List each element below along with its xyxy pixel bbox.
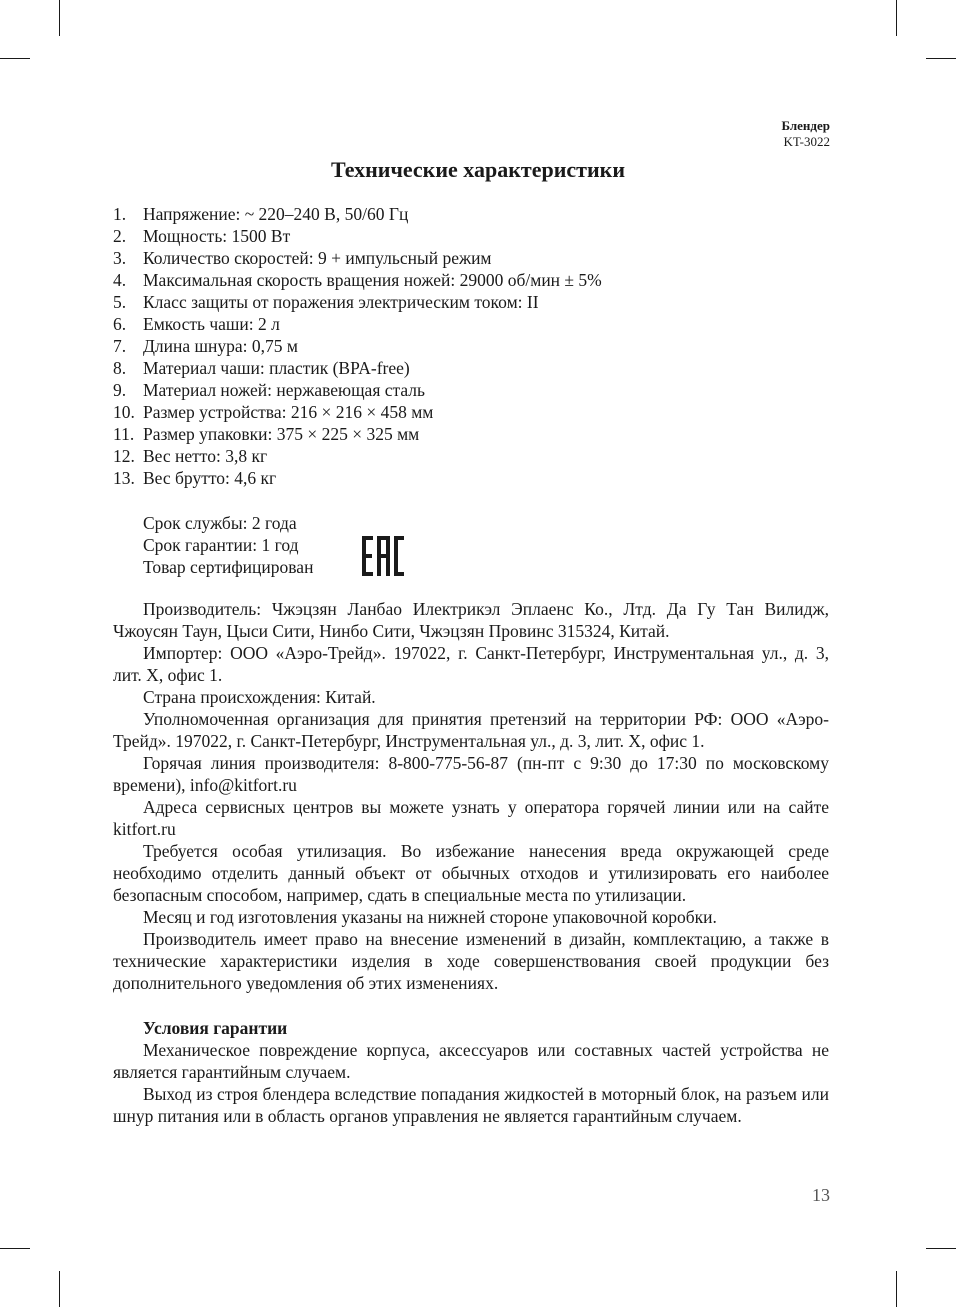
- spec-item: 10. Размер устройства: 216 × 216 × 458 мм: [113, 402, 434, 422]
- paragraph: Горячая линия производителя: 8-800-775-56-87 (пн-пт с 9:30 до 17:30 по московскому времени), info@kitfort.ru: [113, 753, 829, 795]
- warranty-term: Срок гарантии: 1 год: [143, 535, 299, 555]
- page-title: Технические характеристики: [330, 157, 626, 182]
- paragraph: Производитель: Чжэцзян Ланбао Илектрикэл Эплаенс Ко., Лтд. Да Гу Тан Вилидж, Чжоусян Таун, Цыси Сити, Нинбо Сити, Чжэцзян Провинс 315324, Китай.: [113, 599, 829, 641]
- header-model: KT-3022: [783, 134, 830, 149]
- spec-item: 9. Материал ножей: нержавеющая сталь: [113, 380, 426, 400]
- crop-mark-bottom-left-vertical: [59, 1271, 60, 1307]
- spec-item: 3. Количество скоростей: 9 + импульсный режим: [113, 248, 492, 268]
- crop-mark-bottom-right-horizontal: [926, 1248, 956, 1249]
- crop-mark-top-right-horizontal: [926, 58, 956, 59]
- crop-mark-bottom-right-vertical: [896, 1271, 897, 1307]
- spec-item: 13. Вес брутто: 4,6 кг: [113, 468, 277, 488]
- paragraph: Требуется особая утилизация. Во избежание нанесения вреда окружающей среде необходимо отделить данный объект от обычных отходов и утилизировать его наиболее безопасным способом, например, сдать в специальные места по утилизации.: [113, 841, 829, 905]
- crop-mark-top-left-horizontal: [0, 58, 30, 59]
- spec-item: 8. Материал чаши: пластик (BPA-free): [113, 358, 410, 378]
- spec-item: 1. Напряжение: ~ 220–240 В, 50/60 Гц: [113, 204, 409, 224]
- service-info: [143, 512, 313, 578]
- eac-logo-icon: [362, 536, 404, 581]
- spec-item: 11. Размер упаковки: 375 × 225 × 325 мм: [113, 424, 420, 444]
- paragraph: Страна происхождения: Китай.: [143, 687, 376, 707]
- spec-item: 7. Длина шнура: 0,75 м: [113, 336, 298, 356]
- spec-list: [113, 203, 833, 489]
- page-number: 13: [812, 1185, 830, 1205]
- paragraph: Месяц и год изготовления указаны на нижней стороне упаковочной коробки.: [143, 907, 717, 927]
- paragraph: Выход из строя блендера вследствие попадания жидкостей в моторный блок, на разъем или шнур питания или в область органов управления не является гарантийным случаем.: [113, 1084, 829, 1126]
- spec-item: 6. Емкость чаши: 2 л: [113, 314, 280, 334]
- certified-note: Товар сертифицирован: [143, 557, 314, 577]
- manufacturer-info: [113, 598, 829, 994]
- paragraph: Механическое повреждение корпуса, аксессуаров или составных частей устройства не является гарантийным случаем.: [113, 1040, 829, 1082]
- crop-mark-top-right-vertical: [896, 0, 897, 36]
- running-header: [781, 118, 830, 150]
- crop-mark-bottom-left-horizontal: [0, 1248, 30, 1249]
- crop-mark-top-left-vertical: [59, 0, 60, 36]
- warranty-section: [113, 1017, 829, 1127]
- spec-item: 2. Мощность: 1500 Вт: [113, 226, 291, 246]
- paragraph: Производитель имеет право на внесение изменений в дизайн, комплектацию, а также в технические характеристики изделия в ходе совершенствования своей продукции без дополнительного уведомления об этих изменениях.: [113, 929, 829, 993]
- section-title: Условия гарантии: [143, 1018, 288, 1038]
- service-life: Срок службы: 2 года: [143, 513, 297, 533]
- spec-item: 12. Вес нетто: 3,8 кг: [113, 446, 268, 466]
- spec-item: 5. Класс защиты от поражения электрическим током: II: [113, 292, 539, 312]
- spec-item: 4. Максимальная скорость вращения ножей: 29000 об/мин ± 5%: [113, 270, 602, 290]
- paragraph: Импортер: ООО «Аэро-Трейд». 197022, г. Санкт-Петербург, Инструментальная ул., д. 3, лит. Х, офис 1.: [113, 643, 829, 685]
- paragraph: Уполномоченная организация для принятия претензий на территории РФ: ООО «Аэро-Трейд». 197022, г. Санкт-Петербург, Инструментальная ул., д. 3, лит. Х, офис 1.: [113, 709, 829, 751]
- header-product: Блендер: [781, 118, 830, 133]
- paragraph: Адреса сервисных центров вы можете узнать у оператора горячей линии или на сайте kitfort.ru: [113, 797, 829, 839]
